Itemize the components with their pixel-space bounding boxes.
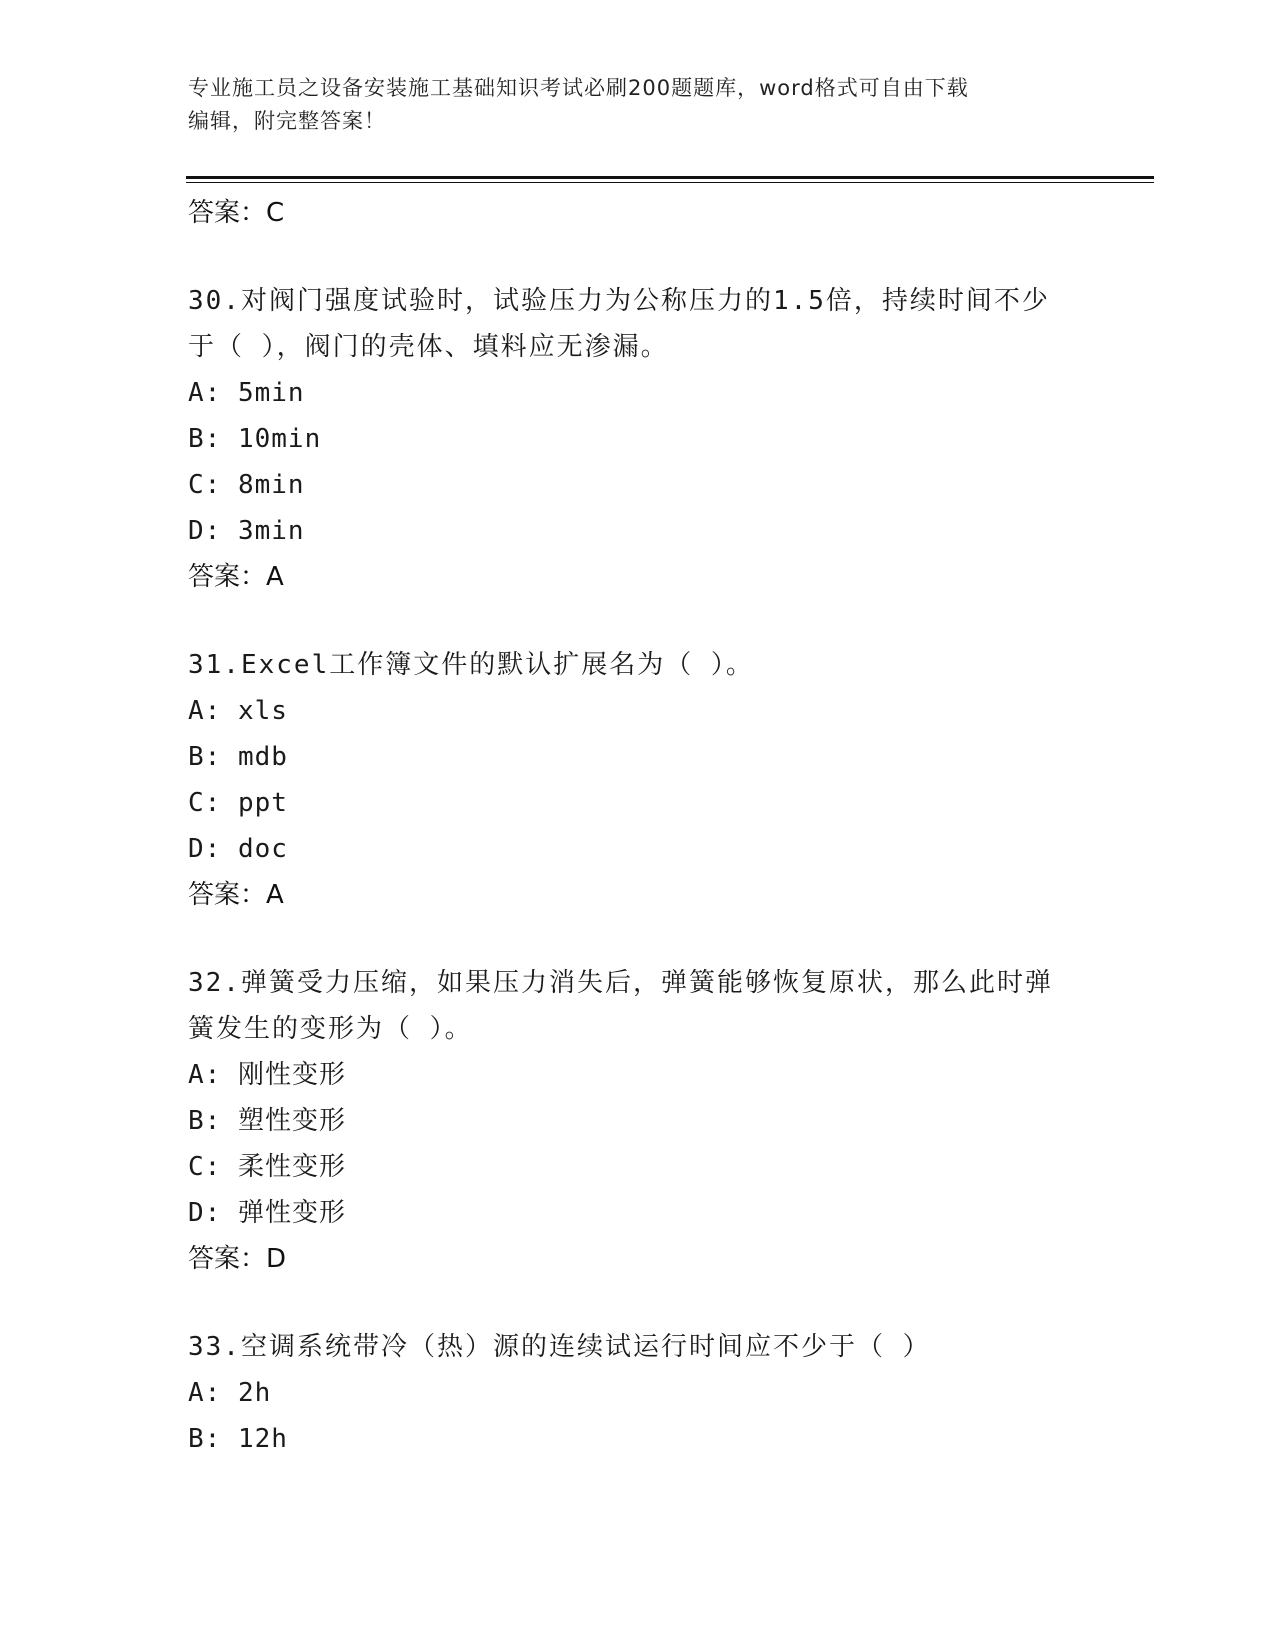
question-31	[188, 642, 1088, 918]
option-c: C: 柔性变形	[188, 1152, 346, 1182]
question-33	[188, 1324, 1088, 1462]
option-b: B: 10min	[188, 424, 322, 454]
question-stem-line: 于（ ），阀门的壳体、填料应无渗漏。	[188, 332, 669, 362]
question-stem	[188, 1324, 1088, 1370]
question-stem-line: 簧发生的变形为（ ）。	[188, 1014, 473, 1044]
page-header	[188, 72, 1088, 138]
header-divider-thick	[186, 176, 1154, 179]
option-d: D: 弹性变形	[188, 1198, 346, 1228]
question-stem	[188, 960, 1088, 1052]
question-list	[188, 190, 1088, 1504]
option-a: A: 刚性变形	[188, 1060, 346, 1090]
question-stem	[188, 642, 1088, 688]
question-stem-line: 33.空调系统带冷（热）源的连续试运行时间应不少于（ ）	[188, 1332, 931, 1362]
answer-line: 答案：D	[188, 1244, 287, 1274]
option-a: A: xls	[188, 696, 288, 726]
question-30	[188, 278, 1088, 600]
option-a: A: 5min	[188, 378, 305, 408]
header-divider-thin	[186, 182, 1154, 183]
option-a: A: 2h	[188, 1378, 272, 1408]
answer-line: 答案：A	[188, 880, 284, 910]
question-stem-line: 30.对阀门强度试验时，试验压力为公称压力的1.5倍，持续时间不少	[188, 286, 1050, 316]
question-stem-line: 32.弹簧受力压缩，如果压力消失后，弹簧能够恢复原状，那么此时弹	[188, 968, 1053, 998]
header-line-2: 编辑，附完整答案！	[188, 109, 386, 133]
option-d: D: doc	[188, 834, 288, 864]
option-b: B: mdb	[188, 742, 288, 772]
option-d: D: 3min	[188, 516, 305, 546]
option-b: B: 塑性变形	[188, 1106, 346, 1136]
question-stem	[188, 278, 1088, 370]
option-c: C: 8min	[188, 470, 305, 500]
question-32	[188, 960, 1088, 1282]
option-c: C: ppt	[188, 788, 288, 818]
header-line-1: 专业施工员之设备安装施工基础知识考试必刷200题题库，word格式可自由下载	[188, 76, 969, 100]
option-b: B: 12h	[188, 1424, 288, 1454]
answer-line: 答案：A	[188, 562, 284, 592]
answer-line: 答案：C	[188, 198, 285, 228]
question-stem-line: 31.Excel工作簿文件的默认扩展名为（ ）。	[188, 650, 754, 680]
